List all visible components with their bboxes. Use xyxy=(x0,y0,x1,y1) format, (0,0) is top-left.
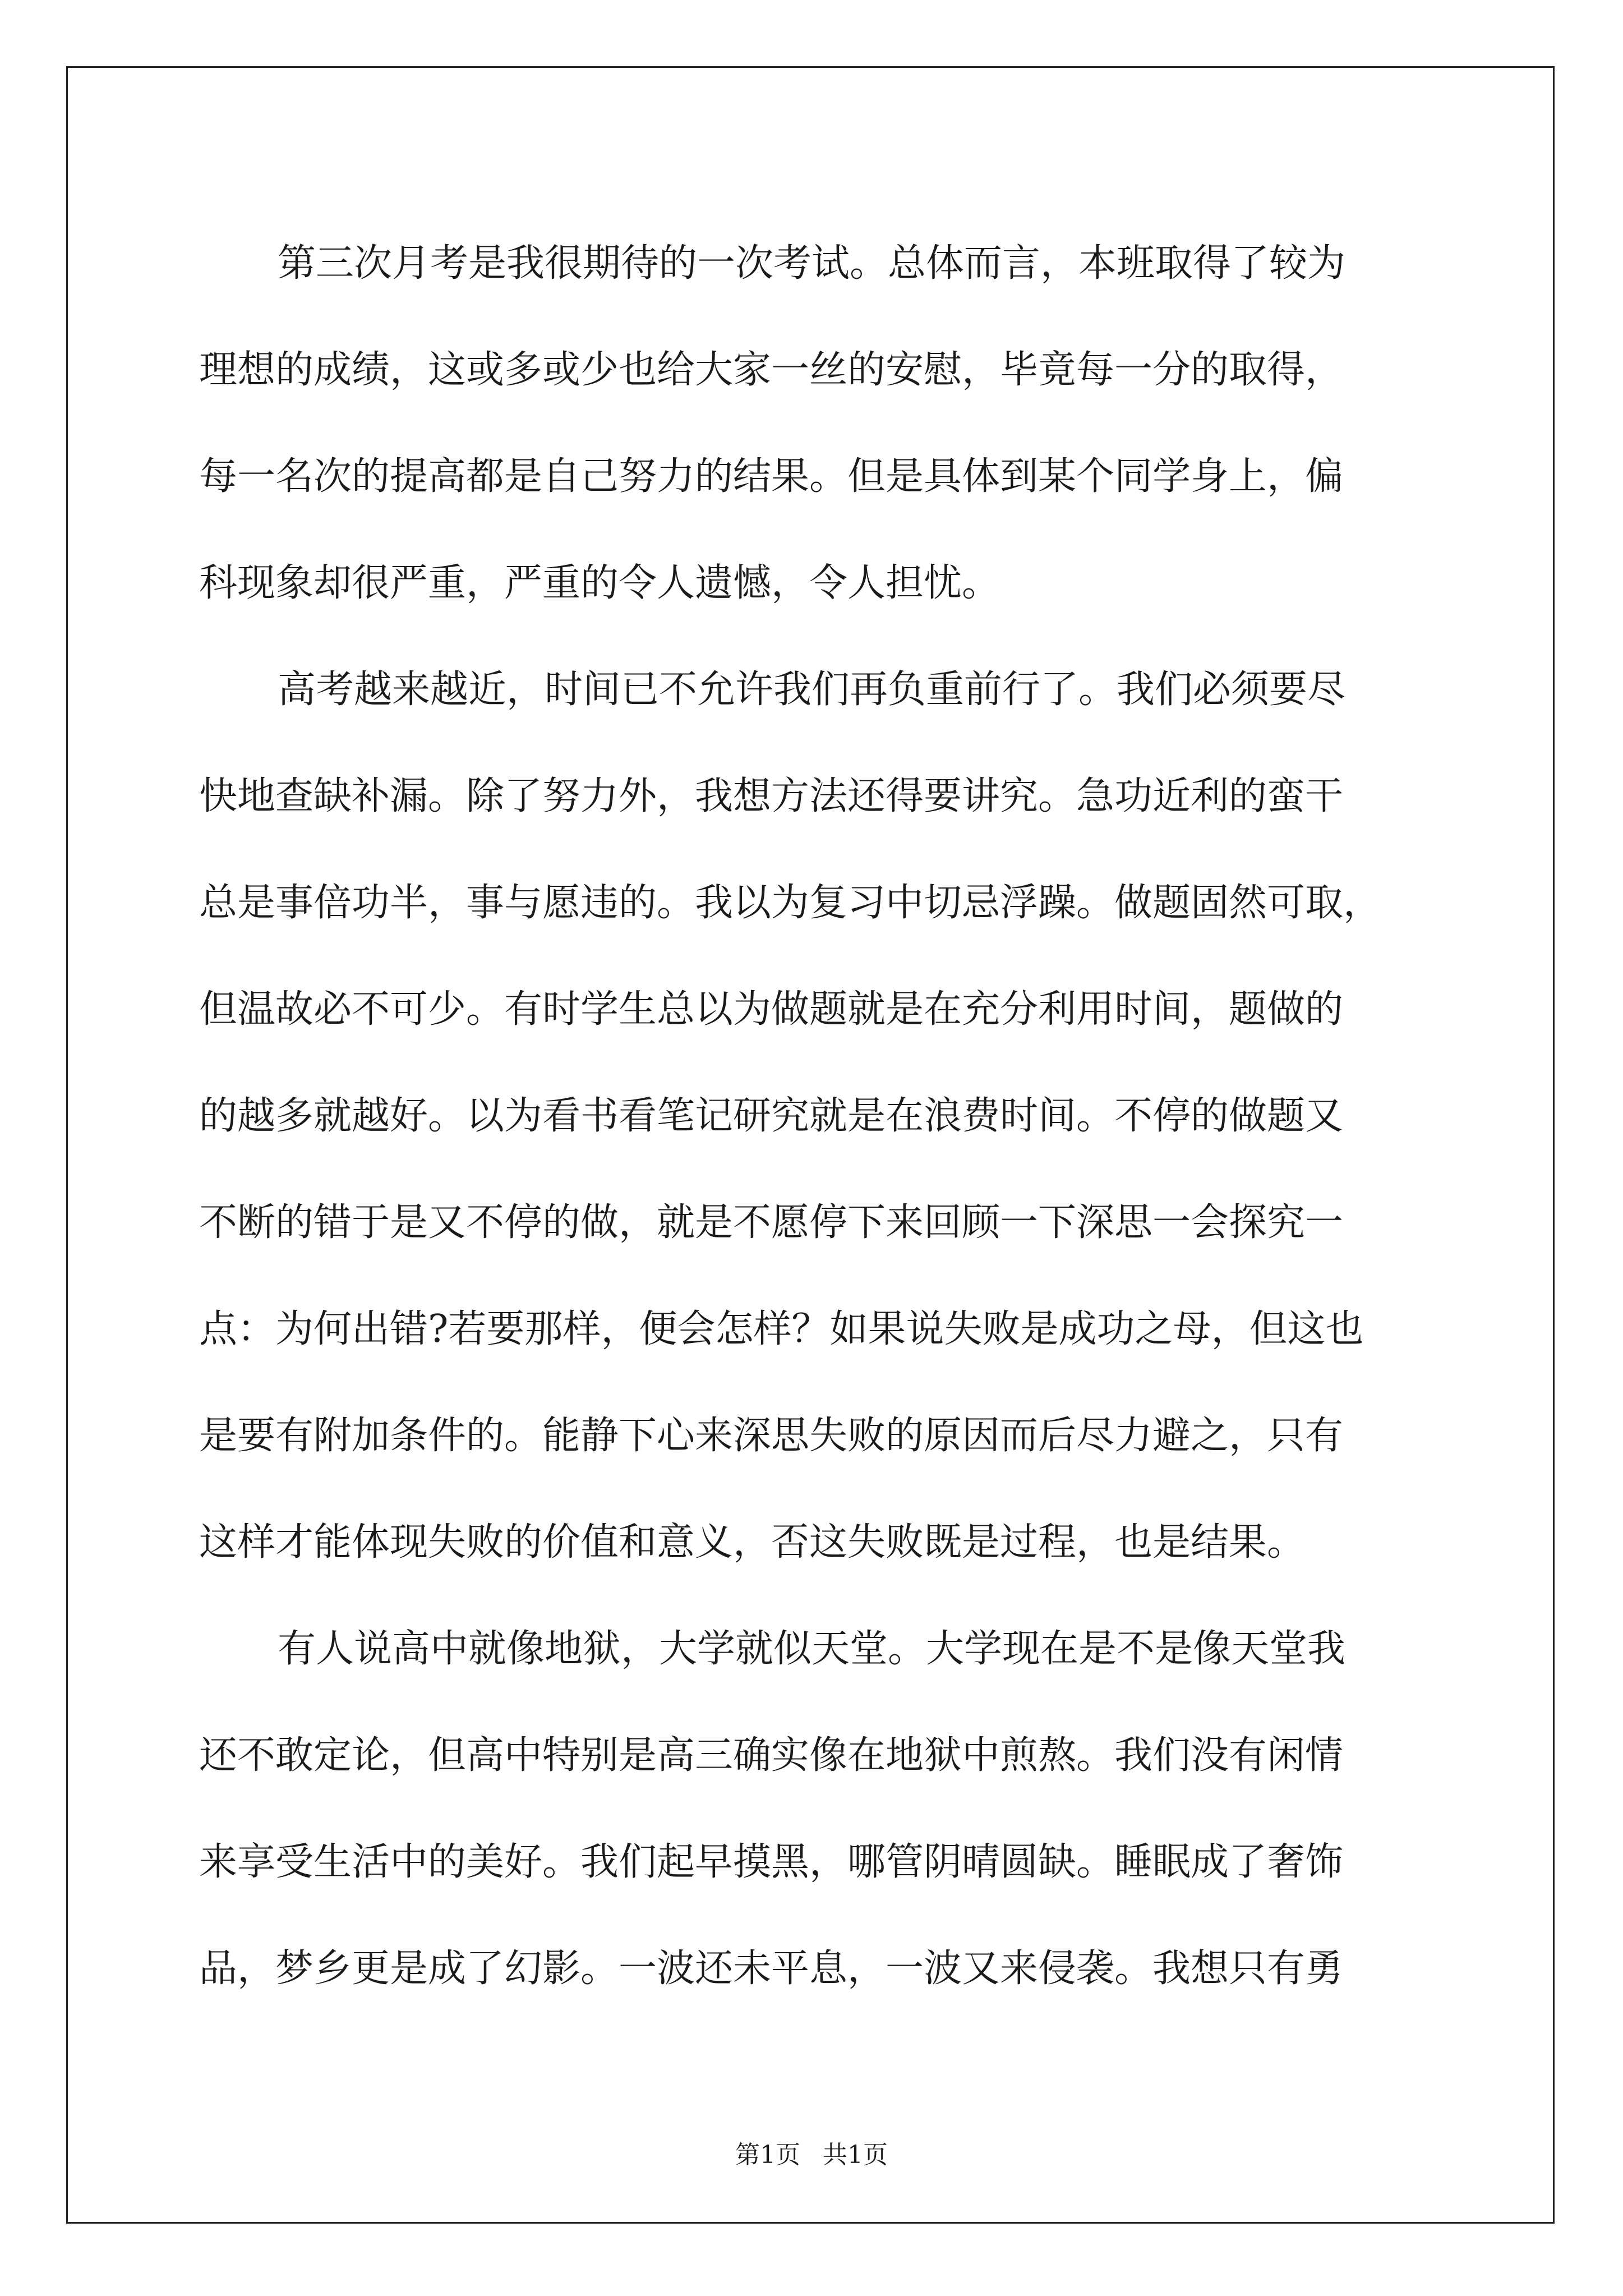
paragraph-line: 理想的成绩，这或多或少也给大家一丝的安慰，毕竟每一分的取得， xyxy=(199,348,1344,392)
paragraph-line: 但温故必不可少。有时学生总以为做题就是在充分利用时间，题做的 xyxy=(199,987,1344,1032)
page-footer xyxy=(0,2134,1623,2170)
paragraph-line: 这样才能体现失败的价值和意义，否这失败既是过程，也是结果。 xyxy=(199,1520,1306,1565)
paragraph-line: 总是事倍功半，事与愿违的。我以为复习中切忌浮躁。做题固然可取， xyxy=(199,881,1382,925)
paragraph-line: 品，梦乡更是成了幻影。一波还未平息，一波又来侵袭。我想只有勇 xyxy=(199,1947,1344,1991)
page-total: 共1页 xyxy=(823,2141,888,2169)
paragraph-line: 是要有附加条件的。能静下心来深思失败的原因而后尽力避之，只有 xyxy=(199,1414,1344,1458)
paragraph-line: 第三次月考是我很期待的一次考试。总体而言，本班取得了较为 xyxy=(278,241,1346,286)
paragraph-line: 点：为何出错?若要那样，便会怎样？如果说失败是成功之母，但这也 xyxy=(199,1307,1364,1351)
paragraph-line: 每一名次的提高都是自己努力的结果。但是具体到某个同学身上，偏 xyxy=(199,454,1344,499)
paragraph-line: 高考越来越近，时间已不允许我们再负重前行了。我们必须要尽 xyxy=(278,668,1346,712)
page-number: 第1页 xyxy=(735,2141,800,2169)
paragraph-line: 来享受生活中的美好。我们起早摸黑，哪管阴晴圆缺。睡眠成了奢饰 xyxy=(199,1840,1344,1884)
paragraph-line: 有人说高中就像地狱，大学就似天堂。大学现在是不是像天堂我 xyxy=(278,1627,1346,1671)
paragraph-line: 不断的错于是又不停的做，就是不愿停下来回顾一下深思一会探究一 xyxy=(199,1200,1344,1245)
paragraph-line: 快地查缺补漏。除了努力外，我想方法还得要讲究。急功近利的蛮干 xyxy=(199,774,1344,818)
document-body xyxy=(199,210,1461,2022)
paragraph-line: 的越多就越好。以为看书看笔记研究就是在浪费时间。不停的做题又 xyxy=(199,1094,1344,1138)
paragraph-line: 科现象却很严重，严重的令人遗憾，令人担忧。 xyxy=(199,561,1000,605)
paragraph-line: 还不敢定论，但高中特别是高三确实像在地狱中煎熬。我们没有闲情 xyxy=(199,1733,1344,1778)
